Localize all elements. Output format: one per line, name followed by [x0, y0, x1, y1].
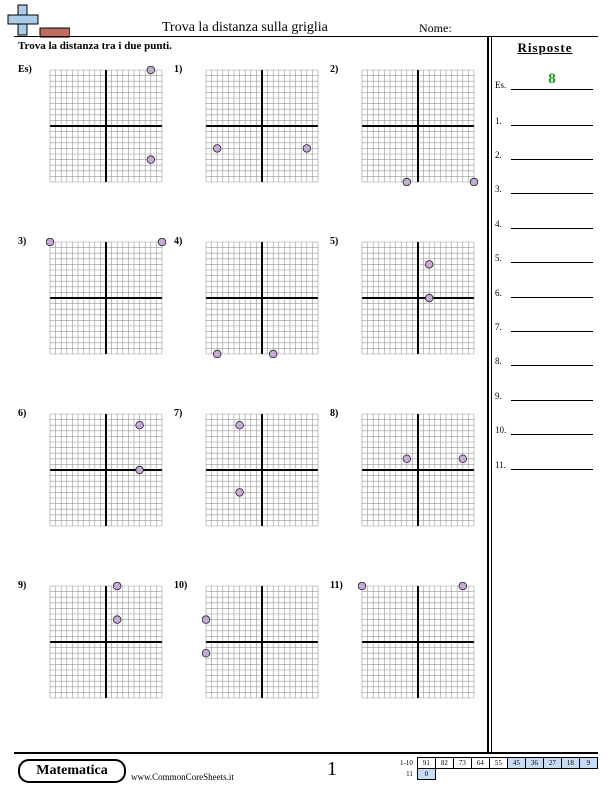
grid-point: [470, 178, 478, 186]
answer-number: 11.: [495, 460, 506, 470]
answer-number: 10.: [495, 425, 507, 435]
answer-number: 7.: [495, 322, 502, 332]
answer-key-cell: 18: [561, 758, 579, 769]
answer-row: [495, 71, 595, 90]
answer-line[interactable]: [511, 159, 593, 160]
answer-key-cell: 64: [471, 758, 489, 769]
answer-row: [495, 112, 595, 126]
coordinate-grid: [202, 66, 322, 186]
problem-label: 5): [330, 236, 339, 247]
answer-number: 9.: [495, 391, 502, 401]
answer-row: [495, 180, 595, 194]
coordinate-grid: [46, 410, 166, 530]
answer-column-border-inner: [491, 36, 492, 752]
answer-row: [495, 249, 595, 263]
answer-key-row: [398, 758, 597, 769]
answer-number: 3.: [495, 184, 502, 194]
answer-key-cell: 36: [525, 758, 543, 769]
problem-label: 9): [18, 580, 27, 591]
grid-point: [147, 66, 155, 74]
answer-line[interactable]: [511, 228, 593, 229]
coordinate-grid: [358, 238, 478, 358]
answer-key-cell: 27: [543, 758, 561, 769]
answer-key-cell: 55: [489, 758, 507, 769]
problem-label: 4): [174, 236, 183, 247]
grid-point: [202, 649, 210, 657]
answer-column-border: [487, 36, 489, 752]
grid-point: [303, 145, 311, 153]
grid-point: [46, 238, 54, 246]
coordinate-grid: [202, 410, 322, 530]
answer-line[interactable]: [511, 365, 593, 366]
problem-label: 7): [174, 408, 183, 419]
grid-point: [136, 421, 144, 429]
answer-key-cell: 91: [417, 758, 435, 769]
answer-row: [495, 456, 595, 470]
answer-value: 8: [548, 71, 556, 87]
problem-label: Es): [18, 64, 32, 75]
answer-row: [495, 352, 595, 366]
problem-label: 10): [174, 580, 188, 591]
answer-row: [495, 387, 595, 401]
grid-point: [269, 350, 277, 358]
answer-line[interactable]: [511, 262, 593, 263]
answer-key-table: [398, 757, 598, 780]
answers-title: Risposte: [517, 40, 573, 55]
answer-line[interactable]: [511, 331, 593, 332]
problem-label: 3): [18, 236, 27, 247]
answer-number: 2.: [495, 150, 502, 160]
grid-point: [236, 421, 244, 429]
problem-label: 1): [174, 64, 183, 75]
footer-divider: [14, 752, 598, 754]
grid-point: [213, 350, 221, 358]
coordinate-grid: [202, 582, 322, 702]
answer-row: [495, 284, 595, 298]
coordinate-grid: [202, 238, 322, 358]
grid-point: [136, 466, 144, 474]
coordinate-grid: [46, 582, 166, 702]
answer-key-label: 11: [406, 770, 413, 778]
grid-point: [147, 156, 155, 164]
page-number: 1: [327, 758, 337, 780]
answer-key-cell: 0: [417, 769, 435, 780]
answer-number: 4.: [495, 219, 502, 229]
answer-number: Es.: [495, 80, 507, 90]
answer-number: 1.: [495, 116, 502, 126]
grid-point: [158, 238, 166, 246]
grid-point: [113, 582, 121, 590]
header-divider: [14, 36, 598, 37]
answer-number: 6.: [495, 288, 502, 298]
answer-line[interactable]: [511, 434, 593, 435]
answer-key-cell: 9: [579, 758, 597, 769]
coordinate-grid: [46, 66, 166, 186]
name-label: Nome:: [419, 21, 452, 35]
grid-point: [202, 616, 210, 624]
answer-key-label: 1-10: [400, 759, 413, 767]
instruction-text: Trova la distanza tra i due punti.: [18, 40, 172, 52]
answer-line[interactable]: [511, 297, 593, 298]
problem-label: 6): [18, 408, 27, 419]
answer-number: 8.: [495, 356, 502, 366]
answer-key-cell: 45: [507, 758, 525, 769]
answer-line[interactable]: [511, 469, 593, 470]
answer-row: [495, 318, 595, 332]
website-link[interactable]: www.CommonCoreSheets.it: [131, 772, 234, 782]
grid-point: [236, 489, 244, 497]
answer-key-cell: 73: [453, 758, 471, 769]
grid-point: [403, 455, 411, 463]
grid-point: [459, 455, 467, 463]
problem-label: 11): [330, 580, 343, 591]
answer-key-cell: 82: [435, 758, 453, 769]
coordinate-grid: [358, 410, 478, 530]
problem-label: 8): [330, 408, 339, 419]
coordinate-grid: [358, 66, 478, 186]
answer-line[interactable]: [511, 89, 593, 90]
grid-point: [358, 582, 366, 590]
grid-point: [459, 582, 467, 590]
coordinate-grid: [46, 238, 166, 358]
grid-point: [425, 261, 433, 269]
answer-line[interactable]: [511, 193, 593, 194]
coordinate-grid: [358, 582, 478, 702]
problem-label: 2): [330, 64, 339, 75]
answer-line[interactable]: [511, 125, 593, 126]
grid-point: [403, 178, 411, 186]
answer-row: [495, 421, 595, 435]
answer-number: 5.: [495, 253, 502, 263]
grid-point: [425, 294, 433, 302]
logo-plus-minus-icon: [4, 4, 70, 38]
answer-row: [495, 215, 595, 229]
brand-badge: Matematica: [18, 759, 126, 783]
grid-point: [213, 145, 221, 153]
answer-key-row: [398, 769, 597, 780]
page-title: Trova la distanza sulla griglia: [162, 20, 328, 35]
answer-row: [495, 146, 595, 160]
answer-line[interactable]: [511, 400, 593, 401]
grid-point: [113, 616, 121, 624]
